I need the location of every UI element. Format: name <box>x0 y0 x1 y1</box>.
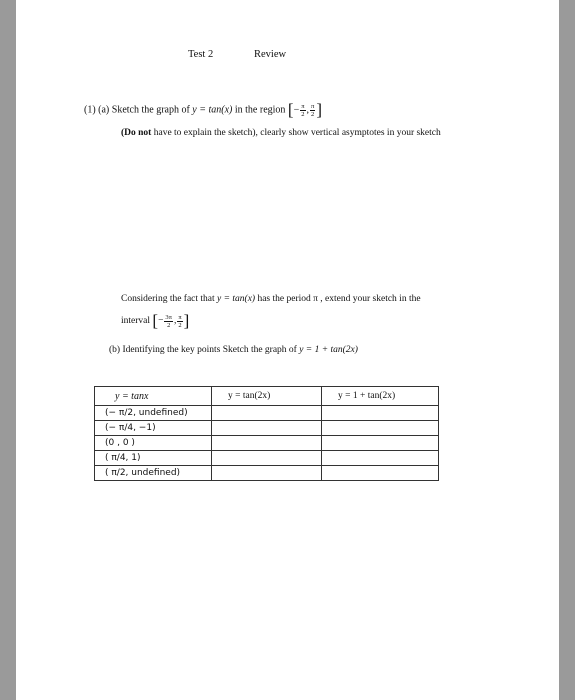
table-row <box>95 436 439 451</box>
table-cell[interactable] <box>212 406 322 421</box>
table-cell[interactable] <box>212 436 322 451</box>
table-cell[interactable] <box>322 451 439 466</box>
table-row <box>95 421 439 436</box>
table-header-cell: y = 1 + tan(2x) <box>322 387 439 406</box>
table-cell[interactable] <box>212 466 322 481</box>
table-cell: ( π/2, undefined) <box>95 466 212 481</box>
table-header-cell: y = tan(2x) <box>212 387 322 406</box>
considering-line-2: interval [− $\frac{3\pi}{2}$ , $\frac{\pi}{2}$ ] <box>121 311 190 330</box>
table-cell: (− π/4, −1) <box>95 421 212 436</box>
table-row <box>95 466 439 481</box>
question-1b: (b) Identifying the key points Sketch the graph of y = 1 + tan(2x) <box>109 345 358 355</box>
header-title: Test 2 <box>188 49 214 60</box>
table-cell[interactable] <box>212 421 322 436</box>
region-close-bracket: ] <box>316 100 322 119</box>
table-header-row <box>95 387 439 406</box>
instruction-note-rest: have to explain the sketch), clearly show vertical asymptotes in your sketch <box>151 128 441 138</box>
question-1a <box>84 100 322 120</box>
table-cell: (− π/2, undefined) <box>95 406 212 421</box>
considering-line-1: Considering the fact that y = tan(x) has the period π , extend your sketch in the <box>121 294 421 304</box>
table-row <box>95 406 439 421</box>
instruction-note <box>121 128 441 138</box>
table-cell[interactable] <box>212 451 322 466</box>
region-comma: , <box>306 104 310 116</box>
table-cell[interactable] <box>322 436 439 451</box>
region-upper-fraction: $\frac{\pi}{2}$ <box>311 102 315 118</box>
interval-upper-fraction: $\frac{\pi}{2}$ <box>178 313 182 329</box>
region-minus: − <box>293 104 300 116</box>
table-cell: ( π/4, 1) <box>95 451 212 466</box>
table-cell[interactable] <box>322 421 439 436</box>
question-1a-equation: y = tan(x) <box>192 104 233 116</box>
header-subtitle: Review <box>254 49 287 60</box>
instruction-note-bold: (Do not <box>121 128 152 138</box>
table-cell[interactable] <box>322 466 439 481</box>
table-row <box>95 451 439 466</box>
document-page <box>16 0 559 700</box>
region-open-bracket: [ <box>287 100 294 119</box>
table-header-cell: y = tanx <box>95 387 212 406</box>
region-lower-fraction: $\frac{\pi}{2}$ <box>301 102 305 118</box>
table-cell: (0 , 0 ) <box>95 436 212 451</box>
interval-close-bracket: ] <box>183 311 190 330</box>
interval-open-bracket: [ <box>152 311 159 330</box>
question-1a-region-text: in the region <box>232 104 288 116</box>
table-cell[interactable] <box>322 406 439 421</box>
question-1a-prefix: (1) (a) Sketch the graph of <box>84 104 193 116</box>
interval-lower-fraction: $\frac{3\pi}{2}$ <box>165 313 172 329</box>
key-points-table <box>94 386 439 481</box>
